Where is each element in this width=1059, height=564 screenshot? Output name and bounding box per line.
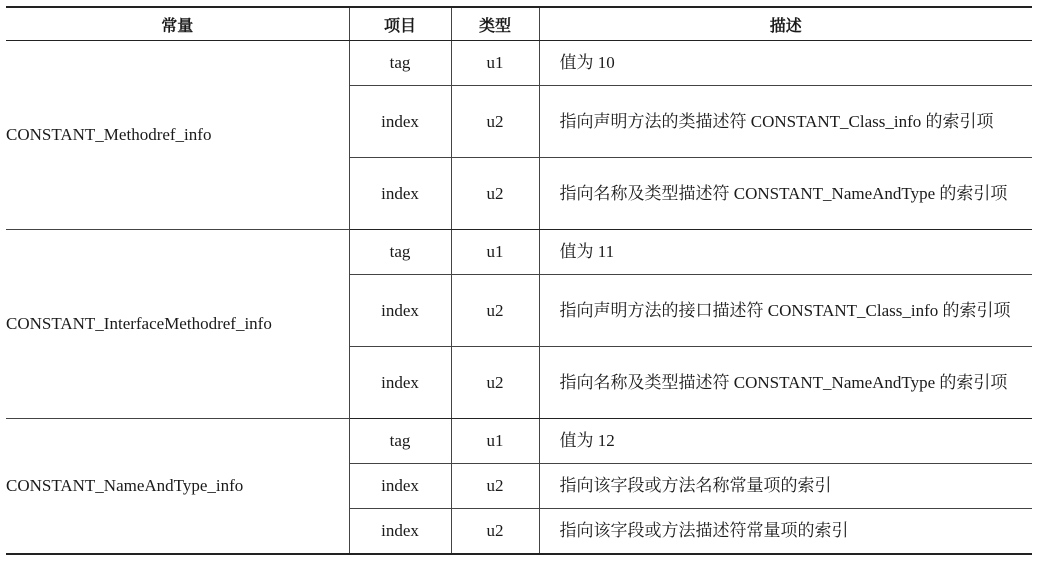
item-cell: tag <box>349 419 451 464</box>
description-cell <box>539 41 1032 86</box>
type-cell: u2 <box>451 158 539 230</box>
header-constant: 常量 <box>6 7 349 41</box>
header-description: 描述 <box>539 7 1032 41</box>
constant-pool-table <box>6 6 1032 555</box>
item-cell: tag <box>349 230 451 275</box>
header-type: 类型 <box>451 7 539 41</box>
item-cell: tag <box>349 41 451 86</box>
header-item: 项目 <box>349 7 451 41</box>
table-row <box>6 419 1032 464</box>
item-cell: index <box>349 86 451 158</box>
item-cell: index <box>349 275 451 347</box>
table-row <box>6 230 1032 275</box>
type-cell: u2 <box>451 86 539 158</box>
constant-name-cell: CONSTANT_NameAndType_info <box>6 419 349 555</box>
description-text: 值为 10 <box>559 53 615 72</box>
type-cell: u1 <box>451 419 539 464</box>
type-cell: u2 <box>451 347 539 419</box>
description-text: 指向声明方法的类描述符 CONSTANT_Class_info 的索引项 <box>559 111 994 131</box>
description-cell <box>539 86 1032 158</box>
type-cell: u2 <box>451 275 539 347</box>
description-text: 指向名称及类型描述符 CONSTANT_NameAndType 的索引项 <box>559 372 1008 392</box>
description-cell <box>539 419 1032 464</box>
constant-name-cell: CONSTANT_Methodref_info <box>6 41 349 230</box>
item-cell: index <box>349 347 451 419</box>
description-cell <box>539 347 1032 419</box>
description-cell <box>539 509 1032 555</box>
description-text: 指向名称及类型描述符 CONSTANT_NameAndType 的索引项 <box>559 183 1008 203</box>
type-cell: u1 <box>451 41 539 86</box>
item-cell: index <box>349 464 451 509</box>
item-cell: index <box>349 158 451 230</box>
description-cell <box>539 158 1032 230</box>
description-cell <box>539 230 1032 275</box>
item-cell: index <box>349 509 451 555</box>
type-cell: u2 <box>451 509 539 555</box>
header-row <box>6 7 1032 41</box>
description-text: 指向该字段或方法描述符常量项的索引 <box>559 521 849 540</box>
description-cell <box>539 275 1032 347</box>
description-text: 指向该字段或方法名称常量项的索引 <box>559 476 832 495</box>
type-cell: u2 <box>451 464 539 509</box>
constant-name-cell: CONSTANT_InterfaceMethodref_info <box>6 230 349 419</box>
type-cell: u1 <box>451 230 539 275</box>
table-row <box>6 41 1032 86</box>
description-cell <box>539 464 1032 509</box>
description-text: 值为 11 <box>559 242 615 261</box>
description-text: 值为 12 <box>559 431 615 450</box>
description-text: 指向声明方法的接口描述符 CONSTANT_Class_info 的索引项 <box>559 300 1011 320</box>
